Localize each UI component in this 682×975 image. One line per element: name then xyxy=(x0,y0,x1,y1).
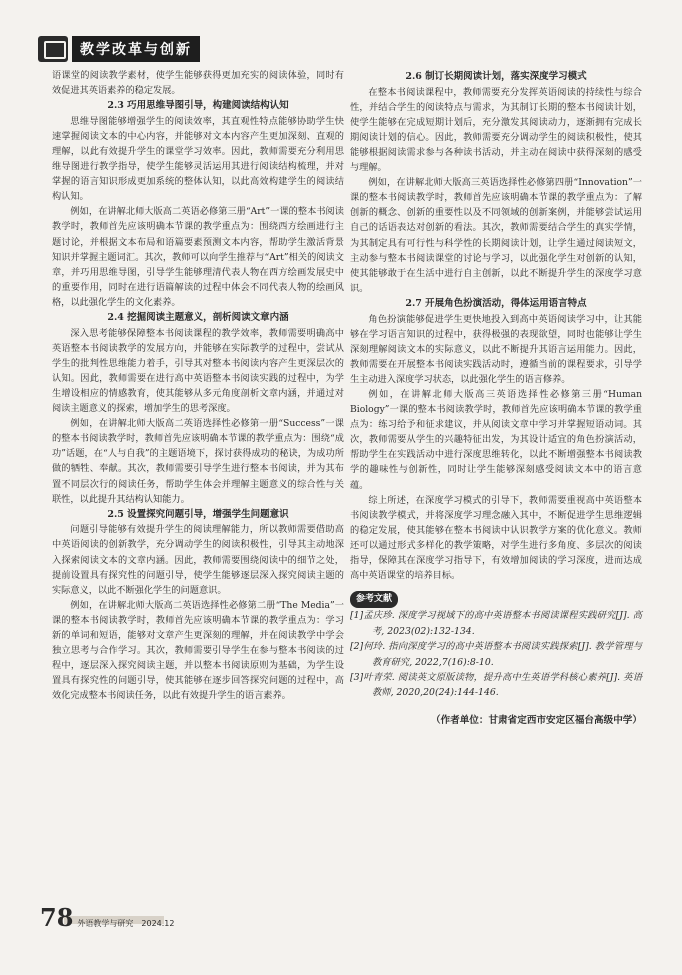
left-column xyxy=(52,68,344,703)
paragraph: 思维导图能够增强学生的阅读效率，其直观性特点能够协助学生快速掌握阅读文本的中心内容，并能够对文本内容产生更加深刻、直观的理解，以此有效提升学生的课堂学习效率。因此，教师需要充分利用思维导图进行教学指导，使学生能够灵活运用其进行阅读结构梳理，并对掌握的语言知识形成更加系统的整体认知，以此高效构建学生的阅读结构认知。 xyxy=(52,115,344,203)
paragraph: 例如，在讲解北师大版高二英语选择性必修第二册“The Media”一课的整本书阅读教学时，教师首先应该明确本节课的教学重点为：学习新的单词和短语，能够对文章产生更深刻的理解，并在阅读教学中学会独立思考与合作学习。其次，教师需要引导学生在参与整本书阅读的过程中，逐层深入探究阅读主题，并以整本书阅读原则为基础，为学生设置具有探究性的问题引导，使其能够在逐步回答探究问题的过程中，高效化完成整本书阅读任务，以此有效提升学生的语言素养。 xyxy=(52,599,344,702)
author-affiliation: （作者单位：甘肃省定西市安定区福台高级中学） xyxy=(430,714,642,726)
reference-item: [3]叶青荣. 阅读英文原版读物，提升高中生英语学科核心素养[J]. 英语教师, 2020,20(24):144-146. xyxy=(350,671,642,699)
paragraph: 例如，在讲解北师大版高二英语必修第三册“Art”一课的整本书阅读教学时，教师首先应该明确本节课的教学重点为：围绕西方绘画进行主题讨论，并根据文本布局和语篇要素预测文本内容，帮助学生激活背景知识并掌握主题词汇。其次，教师可以向学生推荐与“Art”相关的阅读文章，并巧用思维导图，引导学生能够理清代表人物在西方绘画发展史中的重要作用，同时在进行语篇解读的过程中体会不同代表人物的绘画风格，以此强化学生的文化素养。 xyxy=(52,206,344,308)
paragraph: 问题引导能够有效提升学生的阅读理解能力，所以教师需要借助高中英语阅读的创新教学，充分调动学生的阅读积极性，引导其主动地深入探索阅读文本的文章内涵。因此，教师需要围绕阅读中的细节之处，提前设置具有探究性的问题引导，使学生能够逐层深入探究阅读主题的实际意义，以此不断强化学生的问题意识。 xyxy=(52,524,344,596)
section-heading: 2.4 挖掘阅读主题意义，剖析阅读文章内涵 xyxy=(107,312,289,323)
paragraph: 例如，在讲解北师大版高三英语选择性必修第四册“Innovation”一课的整本书阅读教学时，教师首先应该明确本节课的教学重点为：了解创新的概念、创新的重要性以及不同领域的创新案例，并能够尝试运用自己的话语表达对创新的看法。其次，教师需要结合学生的真实学情，为其制定具有可行性与科学性的长期阅读计划，让学生通过阅读短文，主动参与整本书阅读课堂的讨论与学习，以此强化学生对创新的认知，使其能够敢于在生活中进行自主创新，以此不断提升学生的深度学习意识。 xyxy=(350,177,642,294)
journal-name: 外语教学与研究 2024.12 xyxy=(77,919,175,928)
section-heading: 2.6 制订长期阅读计划，落实深度学习模式 xyxy=(405,71,587,82)
paragraph: 例如，在讲解北师大版高二英语选择性必修第一册“Success”一课的整本书阅读教学时，教师首先应该明确本节课的教学重点为：围绕“成功”话题，在“人与自我”的主题语境下，探讨获得成功的秘诀，为成功所做的牺牲、奉献。其次，教师需要引导学生进行整本书阅读，并为其布置不同层次行的阅读任务，帮助学生体会并理解主题意义的综合性与关联性，以此提升其结构认知能力。 xyxy=(52,418,344,505)
page-footer xyxy=(40,903,175,932)
section-title: 教学改革与创新 xyxy=(72,36,200,62)
paragraph: 角色扮演能够促进学生更快地投入到高中英语阅读学习中，让其能够在学习语言知识的过程中，获得极强的表现欲望，同时也能够让学生深刻理解阅读文本的实际意义，以此不断提升其语言运用能力。因此，教师需要在开展整本书阅读实践活动时，遵循当前的课程要求，引导学生主动进入深度学习状态，以此强化学生的语言修养。 xyxy=(350,313,642,385)
section-heading: 2.3 巧用思维导图引导，构建阅读结构认知 xyxy=(107,100,289,112)
section-heading: 2.7 开展角色扮演活动，得体运用语言特点 xyxy=(405,297,587,309)
references-label: 参考文献 xyxy=(350,591,398,608)
references-heading xyxy=(350,591,642,608)
paragraph: 在整本书阅读课程中，教师需要充分发挥英语阅读的持续性与综合性，并结合学生的阅读特点与需求，为其制订长期的整本书阅读计划，使学生能够在完成短期计划后，充分激发其阅读动力，逐渐拥有完成长期阅读计划的信心。因此，教师需要充分调动学生的阅读积极性，使其能够根据阅读需求参与各种读书活动，并主动在阅读中获得深刻的感受与理解。 xyxy=(350,86,642,174)
section-heading: 2.5 设置探究问题引导，增强学生问题意识 xyxy=(107,508,289,520)
page-number: 78 xyxy=(40,903,74,932)
paragraph: 语课堂的阅读教学素材，使学生能够获得更加充实的阅读体验，同时有效促进其英语素养的稳定发展。 xyxy=(52,70,344,97)
reference-item: [2]何玲. 指向深度学习的高中英语整本书阅读实践探索[J]. 教学管理与教育研究, 2022,7(16):8-10. xyxy=(350,641,642,668)
paragraph: 深入思考能够保障整本书阅读课程的教学效率，教师需要明确高中英语整本书阅读教学的发展方向，并能够在实际教学的过程中，尝试从学生的批判性思维能力着手，引导其对整本书阅读内容产生更深层次的认知。因此，教师需要在进行高中英语整本书阅读实践的过程中，为学生增设相应的情感教育，使其能够从多元角度剖析文章内涵，并通过对阅读主题意义的探索，增加学生的思考深度。 xyxy=(52,327,344,415)
right-column xyxy=(350,69,642,728)
paragraph: 例如，在讲解北师大版高三英语选择性必修第三册“Human Biology”一课的整本书阅读教学时，教师首先应该明确本节课的教学重点为：练习给予和征求建议，并从阅读文章中学习并掌握短语动词。其次，教师需要从学生的兴趣特征出发，为其设计适宜的角色扮演活动，帮助学生在实践活动中进行深度思维转化，以此不断增强整本书阅读教学的趣味性与创新性，同时让学生能够深刻感受阅读文本中的语言意蕴。 xyxy=(350,388,642,491)
book-icon xyxy=(38,36,68,62)
conclusion-paragraph: 综上所述，在深度学习模式的引导下，教师需要重视高中英语整本书阅读教学模式，并将深度学习理念融入其中，不断促进学生思维逻辑的稳定发展，使其能够在整本书阅读中认识教学方案的优化意义。教师还可以通过形式多样化的教学策略，对学生进行多角度、多层次的阅读指导，保障其在深度学习指导下，有效增加阅读的学习深度，进而达成高中英语课堂的培养目标。 xyxy=(350,494,642,582)
page-header xyxy=(38,36,200,62)
reference-item: [1]孟庆珍. 深度学习视域下的高中英语整本书阅读课程实践研究[J]. 高考, 2023(02):132-134. xyxy=(350,610,642,637)
